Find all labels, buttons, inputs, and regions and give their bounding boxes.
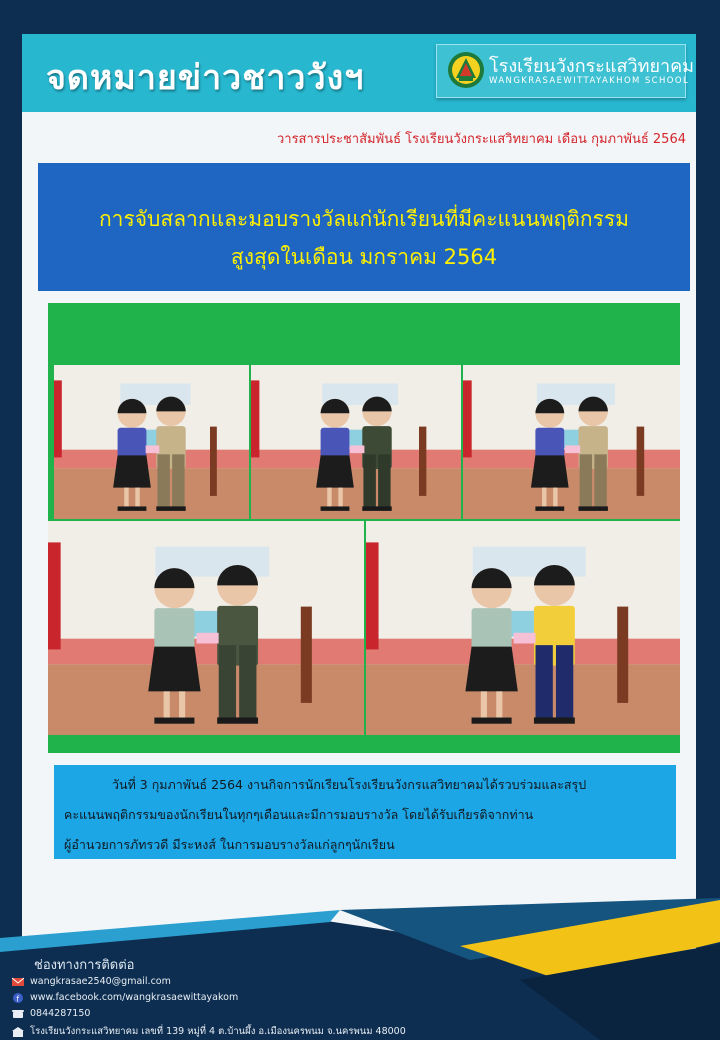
photo-scene-3 xyxy=(463,365,680,519)
issue-line: วารสารประชาสัมพันธ์ โรงเรียนวังกระแสวิทยาคม เดือน กุมภาพันธ์ 2564 xyxy=(276,132,686,147)
article-title-line-2: สูงสุดในเดือน มกราคม 2564 xyxy=(230,245,498,269)
photo-floor xyxy=(366,664,680,735)
photo-scene-4 xyxy=(48,521,364,735)
contact-heading: ช่องทางการติดต่อ xyxy=(34,958,135,973)
photo-scene-5 xyxy=(366,521,680,735)
photo-award-3 xyxy=(463,365,680,519)
school-icon xyxy=(12,1027,24,1037)
photo-curtain xyxy=(48,542,61,649)
photo-post xyxy=(637,427,645,496)
facebook-icon xyxy=(12,993,24,1003)
photo-curtain xyxy=(54,380,62,457)
school-name-thai: โรงเรียนวังกระแสวิทยาคม xyxy=(489,56,695,77)
article-title-line-1: การจับสลากและมอบรางวัลแก่นักเรียนที่มีคะแนนพฤติกรรม xyxy=(98,207,630,231)
phone-icon xyxy=(12,1009,24,1019)
caption-line-3: ผู้อำนวยการภัทรวดี มีระหงส์ ในการมอบรางวัลแก่ลูกๆนักเรียน xyxy=(64,837,395,852)
photo-award-envelope xyxy=(197,633,219,644)
photo-post xyxy=(210,427,217,496)
photo-award-1 xyxy=(54,365,249,519)
photo-scene-1 xyxy=(54,365,249,519)
photo-award-envelope xyxy=(565,445,580,453)
contact-address xyxy=(12,1024,406,1039)
photo-floor xyxy=(48,664,364,735)
photo-award-envelope xyxy=(146,445,160,453)
contact-address-text: โรงเรียนวังกระแสวิทยาคม เลขที่ 139 หมู่ที่ 4 ต.บ้านผึ้ง อ.เมืองนครพนม จ.นครพนม 48000 xyxy=(30,1026,406,1037)
contact-phone[interactable] xyxy=(12,1008,90,1019)
photo-floor xyxy=(54,468,249,519)
photo-post xyxy=(301,607,312,703)
photo-floor xyxy=(463,468,680,519)
contact-email-text: wangkrasae2540@gmail.com xyxy=(30,976,171,987)
contact-facebook[interactable] xyxy=(12,992,238,1003)
article-caption-box xyxy=(54,765,676,859)
photo-award-4 xyxy=(48,521,364,735)
photo-curtain xyxy=(251,380,259,457)
contact-email[interactable] xyxy=(12,976,171,987)
caption-line-2: คะแนนพฤติกรรมของนักเรียนในทุกๆเดือนและมีการมอบรางวัล โดยได้รับเกียรติจากท่าน xyxy=(64,807,534,822)
caption-line-1: วันที่ 3 กุมภาพันธ์ 2564 งานกิจการนักเรียนโรงเรียนวังกรแสวิทยาคมได้รวบร่วมและสรุป xyxy=(112,777,587,792)
email-icon xyxy=(12,977,24,987)
masthead-title: จดหมายข่าวชาววังฯ xyxy=(46,58,365,98)
contact-facebook-text: www.facebook.com/wangkrasaewittayakom xyxy=(30,992,239,1003)
contact-phone-text: 0844287150 xyxy=(30,1008,91,1019)
photo-post xyxy=(419,427,426,496)
photo-scene-2 xyxy=(251,365,461,519)
photo-curtain xyxy=(463,380,472,457)
photo-award-2 xyxy=(251,365,461,519)
photo-award-envelope xyxy=(350,445,365,453)
school-seal-icon xyxy=(447,51,485,89)
photo-post xyxy=(617,607,628,703)
photo-award-envelope xyxy=(514,633,536,644)
school-name-english: WANGKRASAEWITTAYAKHOM SCHOOL xyxy=(489,76,690,86)
article-title-box xyxy=(38,163,690,291)
photo-curtain xyxy=(366,542,379,649)
photo-collage xyxy=(48,303,680,753)
photo-award-5 xyxy=(366,521,680,735)
svg-text:f: f xyxy=(16,993,19,1003)
photo-floor xyxy=(251,468,461,519)
school-logo-box xyxy=(436,44,695,98)
